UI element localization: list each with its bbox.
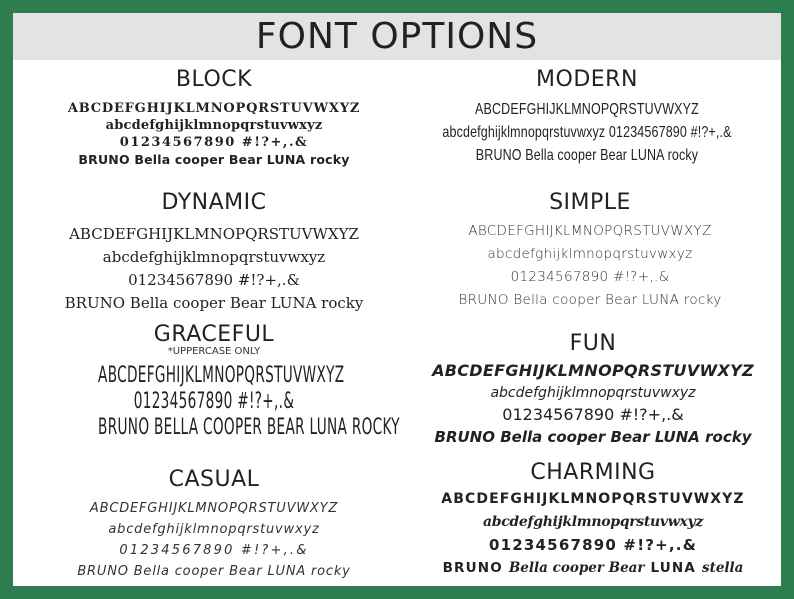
page-title: FONT OPTIONS bbox=[255, 16, 539, 57]
font-charming-section bbox=[413, 460, 773, 580]
sample-example: BRUNO BELLA COOPER BEAR LUNA ROCKY bbox=[98, 415, 400, 440]
sample-lowercase: abcdefghijklmnopqrstuvwxyz bbox=[490, 385, 696, 401]
sample-lowercase: abcdefghijklmnopqrstuvwxyz bbox=[105, 118, 323, 133]
sample-numbers: 01234567890 #!?+,.& bbox=[489, 536, 697, 554]
uppercase-only-note: *UPPERCASE ONLY bbox=[167, 346, 261, 357]
font-dynamic-section bbox=[27, 190, 401, 315]
sample-lowercase: abcdefghijklmnopqrstuvwxyz bbox=[482, 514, 704, 530]
example-caps-bruno: BRUNO bbox=[442, 560, 503, 576]
sample-numbers: 01234567890 #!?+,.& bbox=[119, 543, 309, 558]
sample-uppercase: ABCDEFGHIJKLMNOPQRSTUVWXYZ bbox=[67, 101, 361, 116]
title-bar bbox=[13, 13, 781, 60]
sample-example: BRUNO Bella cooper Bear LUNA rocky bbox=[475, 147, 699, 164]
sample-numbers: 01234567890 #!?+,.& bbox=[119, 135, 309, 150]
sample-lowercase: abcdefghijklmnopqrstuvwxyz bbox=[108, 522, 320, 537]
sample-numbers: 01234567890 #!?+,.& bbox=[510, 269, 670, 285]
example-script-bella-cooper-bear: Bella cooper Bear bbox=[508, 560, 645, 576]
sample-example: BRUNO Bella cooper Bear LUNA rocky bbox=[78, 152, 350, 167]
font-casual-section bbox=[27, 467, 401, 582]
font-modern-section bbox=[397, 67, 777, 167]
example-caps-luna: LUNA bbox=[650, 560, 697, 576]
sample-uppercase: ABCDEFGHIJKLMNOPQRSTUVWXYZ bbox=[468, 223, 712, 239]
sample-numbers: 01234567890 #!?+,.& bbox=[128, 271, 300, 289]
sample-example: BRUNO Bella cooper Bear LUNA rocky bbox=[77, 564, 351, 579]
font-name-dynamic: DYNAMIC bbox=[161, 190, 267, 215]
sample-uppercase: ABCDEFGHIJKLMNOPQRSTUVWXYZ bbox=[475, 101, 699, 118]
sample-numbers: 01234567890 #!?+,.& bbox=[133, 389, 295, 414]
sample-example: BRUNO Bella cooper Bear LUNA rocky bbox=[64, 294, 364, 312]
font-block-section bbox=[27, 67, 401, 168]
sample-example: BRUNO Bella cooper Bear LUNA rocky bbox=[458, 292, 722, 308]
font-name-fun: FUN bbox=[569, 331, 617, 356]
font-name-charming: CHARMING bbox=[530, 460, 656, 485]
sample-numbers: 01234567890 #!?+,.& bbox=[502, 405, 684, 424]
font-name-graceful: GRACEFUL bbox=[153, 322, 275, 347]
font-graceful-section bbox=[27, 322, 401, 441]
sample-uppercase: ABCDEFGHIJKLMNOPQRSTUVWXYZ bbox=[69, 225, 359, 243]
sample-uppercase: ABCDEFGHIJKLMNOPQRSTUVWXYZ bbox=[89, 501, 339, 516]
font-name-casual: CASUAL bbox=[168, 467, 260, 492]
sample-lowercase: abcdefghijklmnopqrstuvwxyz bbox=[487, 246, 693, 262]
font-name-modern: MODERN bbox=[536, 67, 638, 92]
font-simple-section bbox=[403, 190, 777, 312]
sample-lowercase: abcdefghijklmnopqrstuvwxyz bbox=[102, 248, 326, 266]
sample-lowercase-numbers: abcdefghijklmnopqrstuvwxyz 01234567890 #!?+,.& bbox=[442, 124, 732, 141]
sample-uppercase: ABCDEFGHIJKLMNOPQRSTUVWXYZ bbox=[441, 491, 745, 507]
sample-uppercase: ABCDEFGHIJKLMNOPQRSTUVWXYZ bbox=[98, 363, 345, 388]
font-fun-section bbox=[413, 331, 773, 448]
font-options-card bbox=[13, 13, 781, 586]
sample-uppercase: ABCDEFGHIJKLMNOPQRSTUVWXYZ bbox=[432, 361, 754, 380]
sample-example: BRUNO Bella cooper Bear LUNA rocky bbox=[434, 428, 752, 446]
sample-example bbox=[413, 557, 773, 580]
example-script-stella: stella bbox=[701, 560, 744, 576]
font-name-simple: SIMPLE bbox=[549, 190, 631, 215]
font-name-block: BLOCK bbox=[175, 67, 253, 92]
